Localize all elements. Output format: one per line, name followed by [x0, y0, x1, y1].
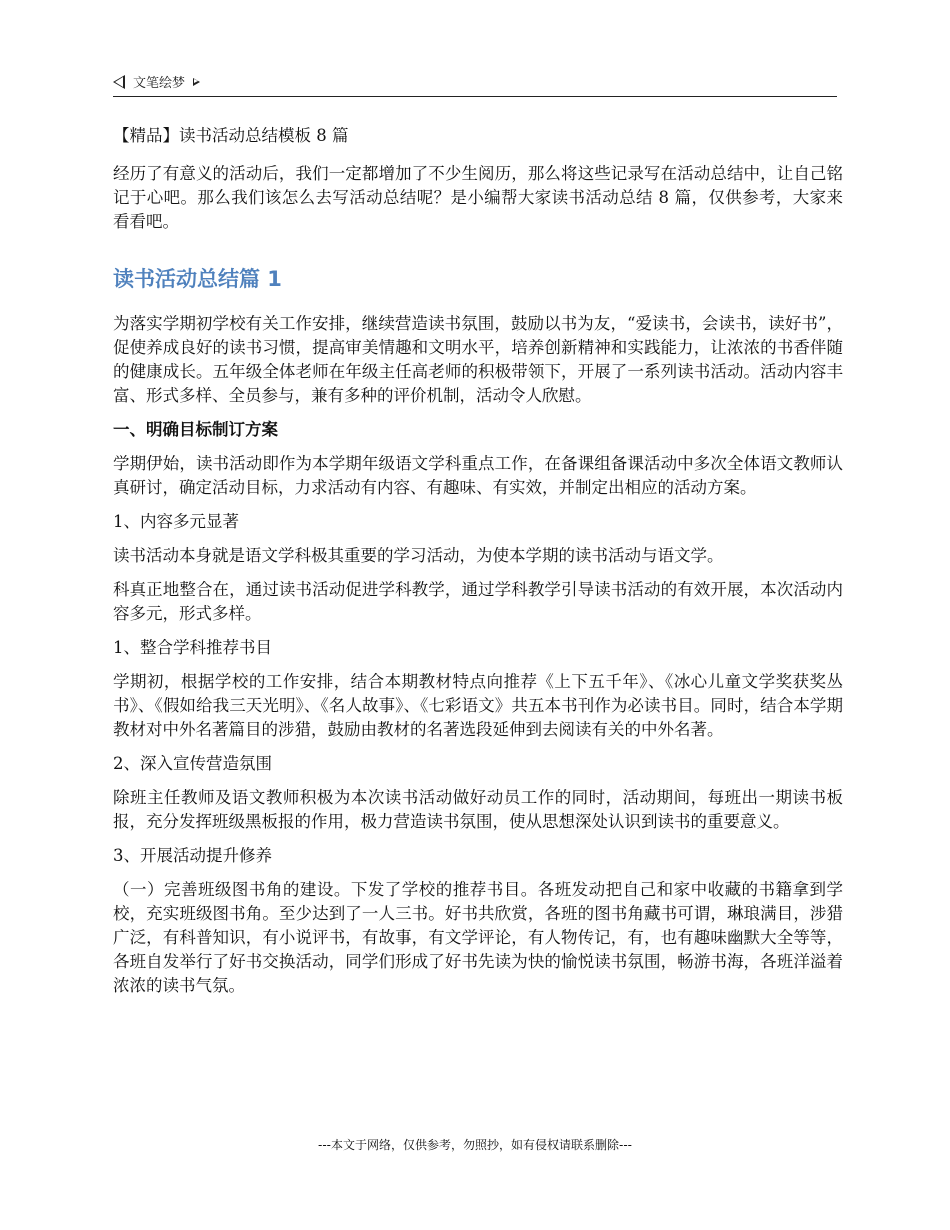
page-footer: ---本文于网络，仅供参考，勿照抄，如有侵权请联系删除--- — [318, 1138, 632, 1152]
paragraph: 学期伊始，读书活动即作为本学期年级语文学科重点工作，在备课组备课活动中多次全体语文教师认真研讨，确定活动目标，力求活动有内容、有趣味、有实效，并制定出相应的活动方案。 — [113, 454, 843, 497]
brand — [113, 72, 200, 91]
list-heading: 1、内容多元显著 — [113, 512, 239, 531]
page-header — [113, 70, 837, 97]
list-heading: 2、深入宣传营造氛围 — [113, 754, 272, 773]
paragraph: 读书活动本身就是语文学科极其重要的学习活动，为使本学期的读书活动与语文学。 — [113, 546, 724, 565]
list-heading: 3、开展活动提升修养 — [113, 846, 272, 865]
paragraph: （一）完善班级图书角的建设。下发了学校的推荐书目。各班发动把自己和家中收藏的书籍拿到学校，充实班级图书角。至少达到了一人三书。好书共欣赏，各班的图书角藏书可谓，琳琅满目，涉猎广泛，有科普知识，有小说评书，有故事，有文学评论，有人物传记，有，也有趣味幽默大全等等，各班自发举行了好书交换活动，同学们形成了好书先读为快的愉悦读书氛围，畅游书海，各班洋溢着浓浓的读书气氛。 — [113, 880, 843, 995]
intro-paragraph: 经历了有意义的活动后，我们一定都增加了不少生阅历，那么将这些记录写在活动总结中，让自己铭记于心吧。那么我们该怎么去写活动总结呢？是小编帮大家读书活动总结 8 篇，仅供参考，大家来看看吧。 — [113, 164, 843, 231]
paragraph: 为落实学期初学校有关工作安排，继续营造读书氛围，鼓励以书为友，“爱读书，会读书，读好书”，促使养成良好的读书习惯，提高审美情趣和文明水平，培养创新精神和实践能力，让浓浓的书香伴随的健康成长。五年级全体老师在年级主任高老师的积极带领下，开展了一系列读书活动。活动内容丰富、形式多样、全员参与，兼有多种的评价机制，活动令人欣慰。 — [113, 314, 843, 405]
paragraph: 学期初，根据学校的工作安排，结合本期教材特点向推荐《上下五千年》、《冰心儿童文学奖获奖丛书》、《假如给我三天光明》、《名人故事》、《七彩语文》共五本书刊作为必读书目。同时，结合本学期教材对中外名著篇目的涉猎，鼓励由教材的名著选段延伸到去阅读有关的中外名著。 — [113, 672, 843, 739]
paragraph: 科真正地整合在，通过读书活动促进学科教学，通过学科教学引导读书活动的有效开展，本次活动内容多元，形式多样。 — [113, 580, 843, 623]
paragraph: 除班主任教师及语文教师积极为本次读书活动做好动员工作的同时，活动期间，每班出一期读书板报，充分发挥班级黑板报的作用，极力营造读书氛围，使从思想深处认识到读书的重要意义。 — [113, 788, 843, 831]
brand-name: 文笔绘梦 — [133, 76, 186, 91]
section-title: 读书活动总结篇 1 — [113, 267, 282, 291]
list-heading: 1、整合学科推荐书目 — [113, 638, 272, 657]
triangle-right-icon — [193, 78, 200, 86]
document-body — [113, 124, 843, 1008]
document-title: 【精品】读书活动总结模板 8 篇 — [113, 126, 349, 145]
subheading: 一、明确目标制订方案 — [113, 420, 278, 439]
triangle-left-icon — [113, 75, 125, 89]
